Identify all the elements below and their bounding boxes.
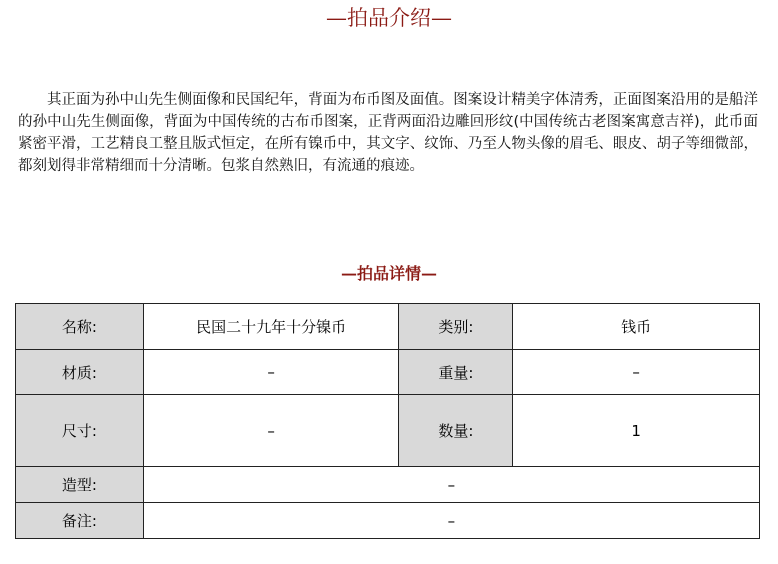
table-row (16, 467, 760, 503)
table-row (16, 395, 760, 467)
name-label: 名称: (16, 304, 144, 350)
quantity-value: 1 (513, 395, 760, 467)
material-value: – (143, 350, 399, 395)
details-table (15, 303, 760, 539)
size-label: 尺寸: (16, 395, 144, 467)
weight-label: 重量: (399, 350, 513, 395)
size-value: – (143, 395, 399, 467)
category-label: 类别: (399, 304, 513, 350)
table-row (16, 350, 760, 395)
quantity-label: 数量: (399, 395, 513, 467)
table-row (16, 503, 760, 539)
remark-label: 备注: (16, 503, 144, 539)
details-section-title: —拍品详情— (340, 264, 437, 283)
intro-paragraph: 其正面为孙中山先生侧面像和民国纪年，背面为布币图及面值。图案设计精美字体清秀，正面图案沿用的是船洋的孙中山先生侧面像，背面为中国传统的古布币图案，正背两面沿边雕回形纹(中国传统古老图案寓意吉祥)，此币面紧密平滑，工艺精良工整且版式恒定，在所有镍币中，其文字、纹饰、乃至人物头像的眉毛、眼皮、胡子等细微部，都刻划得非常精细而十分清晰。包浆自然熟旧，有流通的痕迹。 (18, 92, 758, 174)
table-row (16, 304, 760, 350)
weight-value: – (513, 350, 760, 395)
shape-label: 造型: (16, 467, 144, 503)
material-label: 材质: (16, 350, 144, 395)
shape-value: – (143, 467, 759, 503)
name-value: 民国二十九年十分镍币 (143, 304, 399, 350)
intro-section-title: —拍品介绍— (326, 6, 452, 30)
remark-value: – (143, 503, 759, 539)
category-value: 钱币 (513, 304, 760, 350)
